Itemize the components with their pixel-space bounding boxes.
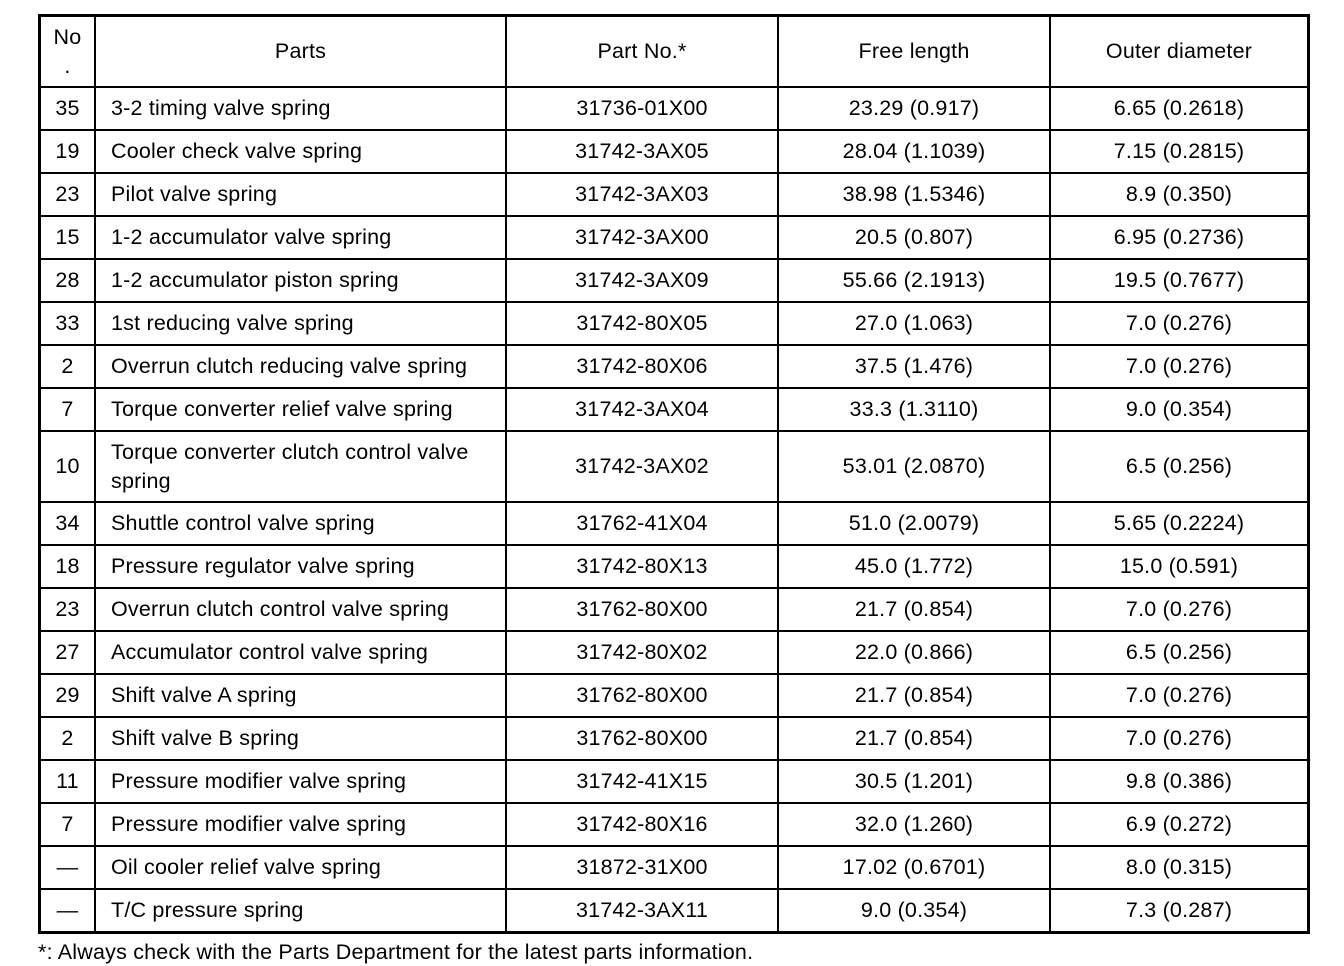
- table-row: [40, 388, 1309, 431]
- cell-part-no: 31762-80X00: [506, 588, 778, 631]
- cell-free-length: 9.0 (0.354): [778, 889, 1050, 933]
- table-row: [40, 803, 1309, 846]
- header-part-no: Part No.*: [506, 16, 778, 88]
- cell-part: T/C pressure spring: [95, 889, 506, 933]
- cell-part-no: 31742-3AX00: [506, 216, 778, 259]
- cell-no: 2: [40, 345, 96, 388]
- cell-part: Pilot valve spring: [95, 173, 506, 216]
- cell-part-no: 31742-3AX04: [506, 388, 778, 431]
- cell-free-length: 21.7 (0.854): [778, 674, 1050, 717]
- table-row: [40, 431, 1309, 502]
- table-row: [40, 674, 1309, 717]
- cell-outer-diameter: 7.15 (0.2815): [1050, 130, 1309, 173]
- cell-outer-diameter: 15.0 (0.591): [1050, 545, 1309, 588]
- cell-part-no: 31742-80X13: [506, 545, 778, 588]
- table-row: [40, 259, 1309, 302]
- table-body: [40, 87, 1309, 933]
- cell-part-no: 31742-3AX02: [506, 431, 778, 502]
- table-row: [40, 130, 1309, 173]
- cell-free-length: 53.01 (2.0870): [778, 431, 1050, 502]
- cell-free-length: 21.7 (0.854): [778, 588, 1050, 631]
- cell-part-no: 31872-31X00: [506, 846, 778, 889]
- table-row: [40, 302, 1309, 345]
- cell-part: 1st reducing valve spring: [95, 302, 506, 345]
- cell-part: Shift valve A spring: [95, 674, 506, 717]
- spring-spec-table: [38, 14, 1310, 934]
- cell-part-no: 31742-80X05: [506, 302, 778, 345]
- table-row: [40, 588, 1309, 631]
- cell-free-length: 33.3 (1.3110): [778, 388, 1050, 431]
- table-row: [40, 760, 1309, 803]
- header-outer-diameter: Outer diameter: [1050, 16, 1309, 88]
- cell-part: Pressure regulator valve spring: [95, 545, 506, 588]
- cell-outer-diameter: 19.5 (0.7677): [1050, 259, 1309, 302]
- cell-part: Oil cooler relief valve spring: [95, 846, 506, 889]
- table-row: [40, 345, 1309, 388]
- cell-part: Cooler check valve spring: [95, 130, 506, 173]
- cell-outer-diameter: 7.0 (0.276): [1050, 717, 1309, 760]
- cell-part-no: 31742-41X15: [506, 760, 778, 803]
- cell-part-no: 31742-3AX03: [506, 173, 778, 216]
- cell-no: 29: [40, 674, 96, 717]
- cell-part: Torque converter clutch control valve spring: [95, 431, 506, 502]
- cell-free-length: 30.5 (1.201): [778, 760, 1050, 803]
- cell-no: 27: [40, 631, 96, 674]
- cell-outer-diameter: 6.5 (0.256): [1050, 431, 1309, 502]
- cell-part-no: 31742-80X06: [506, 345, 778, 388]
- cell-part-no: 31742-3AX11: [506, 889, 778, 933]
- cell-part: 1-2 accumulator piston spring: [95, 259, 506, 302]
- cell-no: 7: [40, 388, 96, 431]
- cell-free-length: 32.0 (1.260): [778, 803, 1050, 846]
- cell-outer-diameter: 6.9 (0.272): [1050, 803, 1309, 846]
- cell-part-no: 31742-80X02: [506, 631, 778, 674]
- cell-outer-diameter: 9.8 (0.386): [1050, 760, 1309, 803]
- cell-no: 18: [40, 545, 96, 588]
- cell-outer-diameter: 8.9 (0.350): [1050, 173, 1309, 216]
- cell-no: 33: [40, 302, 96, 345]
- cell-free-length: 28.04 (1.1039): [778, 130, 1050, 173]
- header-no: [40, 16, 96, 88]
- cell-outer-diameter: 9.0 (0.354): [1050, 388, 1309, 431]
- table-row: [40, 502, 1309, 545]
- cell-no: 23: [40, 588, 96, 631]
- cell-free-length: 45.0 (1.772): [778, 545, 1050, 588]
- header-parts: Parts: [95, 16, 506, 88]
- table-row: [40, 846, 1309, 889]
- cell-part: Overrun clutch reducing valve spring: [95, 345, 506, 388]
- cell-part: Shift valve B spring: [95, 717, 506, 760]
- cell-part-no: 31762-80X00: [506, 674, 778, 717]
- cell-outer-diameter: 7.0 (0.276): [1050, 345, 1309, 388]
- cell-part-no: 31742-3AX05: [506, 130, 778, 173]
- cell-no: 34: [40, 502, 96, 545]
- cell-free-length: 38.98 (1.5346): [778, 173, 1050, 216]
- cell-no: 10: [40, 431, 96, 502]
- cell-part: Accumulator control valve spring: [95, 631, 506, 674]
- cell-no: —: [40, 846, 96, 889]
- cell-outer-diameter: 5.65 (0.2224): [1050, 502, 1309, 545]
- cell-part: Torque converter relief valve spring: [95, 388, 506, 431]
- cell-part: 1-2 accumulator valve spring: [95, 216, 506, 259]
- cell-outer-diameter: 6.95 (0.2736): [1050, 216, 1309, 259]
- cell-outer-diameter: 7.0 (0.276): [1050, 588, 1309, 631]
- cell-free-length: 22.0 (0.866): [778, 631, 1050, 674]
- cell-free-length: 20.5 (0.807): [778, 216, 1050, 259]
- table-row: [40, 216, 1309, 259]
- table-row: [40, 545, 1309, 588]
- cell-part-no: 31742-3AX09: [506, 259, 778, 302]
- cell-no: 35: [40, 87, 96, 130]
- table-row: [40, 717, 1309, 760]
- cell-free-length: 23.29 (0.917): [778, 87, 1050, 130]
- table-row: [40, 631, 1309, 674]
- cell-no: —: [40, 889, 96, 933]
- table-row: [40, 173, 1309, 216]
- cell-free-length: 37.5 (1.476): [778, 345, 1050, 388]
- cell-part: Shuttle control valve spring: [95, 502, 506, 545]
- cell-no: 15: [40, 216, 96, 259]
- cell-part: 3-2 timing valve spring: [95, 87, 506, 130]
- cell-part-no: 31736-01X00: [506, 87, 778, 130]
- cell-no: 19: [40, 130, 96, 173]
- header-no-label: No .: [53, 24, 82, 78]
- cell-outer-diameter: 7.0 (0.276): [1050, 674, 1309, 717]
- cell-outer-diameter: 7.3 (0.287): [1050, 889, 1309, 933]
- header-free-length: Free length: [778, 16, 1050, 88]
- cell-free-length: 21.7 (0.854): [778, 717, 1050, 760]
- cell-part: Pressure modifier valve spring: [95, 760, 506, 803]
- cell-outer-diameter: 6.65 (0.2618): [1050, 87, 1309, 130]
- header-row: [40, 16, 1309, 88]
- cell-part: Overrun clutch control valve spring: [95, 588, 506, 631]
- cell-part-no: 31762-80X00: [506, 717, 778, 760]
- cell-no: 23: [40, 173, 96, 216]
- cell-free-length: 27.0 (1.063): [778, 302, 1050, 345]
- cell-part-no: 31742-80X16: [506, 803, 778, 846]
- cell-part: Pressure modifier valve spring: [95, 803, 506, 846]
- table-header: [40, 16, 1309, 88]
- cell-part-no: 31762-41X04: [506, 502, 778, 545]
- cell-free-length: 51.0 (2.0079): [778, 502, 1050, 545]
- cell-no: 28: [40, 259, 96, 302]
- footnote: *: Always check with the Parts Department for the latest parts information.: [38, 940, 754, 964]
- cell-no: 7: [40, 803, 96, 846]
- cell-no: 2: [40, 717, 96, 760]
- table-row: [40, 889, 1309, 933]
- cell-outer-diameter: 8.0 (0.315): [1050, 846, 1309, 889]
- cell-free-length: 17.02 (0.6701): [778, 846, 1050, 889]
- table-row: [40, 87, 1309, 130]
- cell-outer-diameter: 6.5 (0.256): [1050, 631, 1309, 674]
- cell-no: 11: [40, 760, 96, 803]
- cell-free-length: 55.66 (2.1913): [778, 259, 1050, 302]
- cell-outer-diameter: 7.0 (0.276): [1050, 302, 1309, 345]
